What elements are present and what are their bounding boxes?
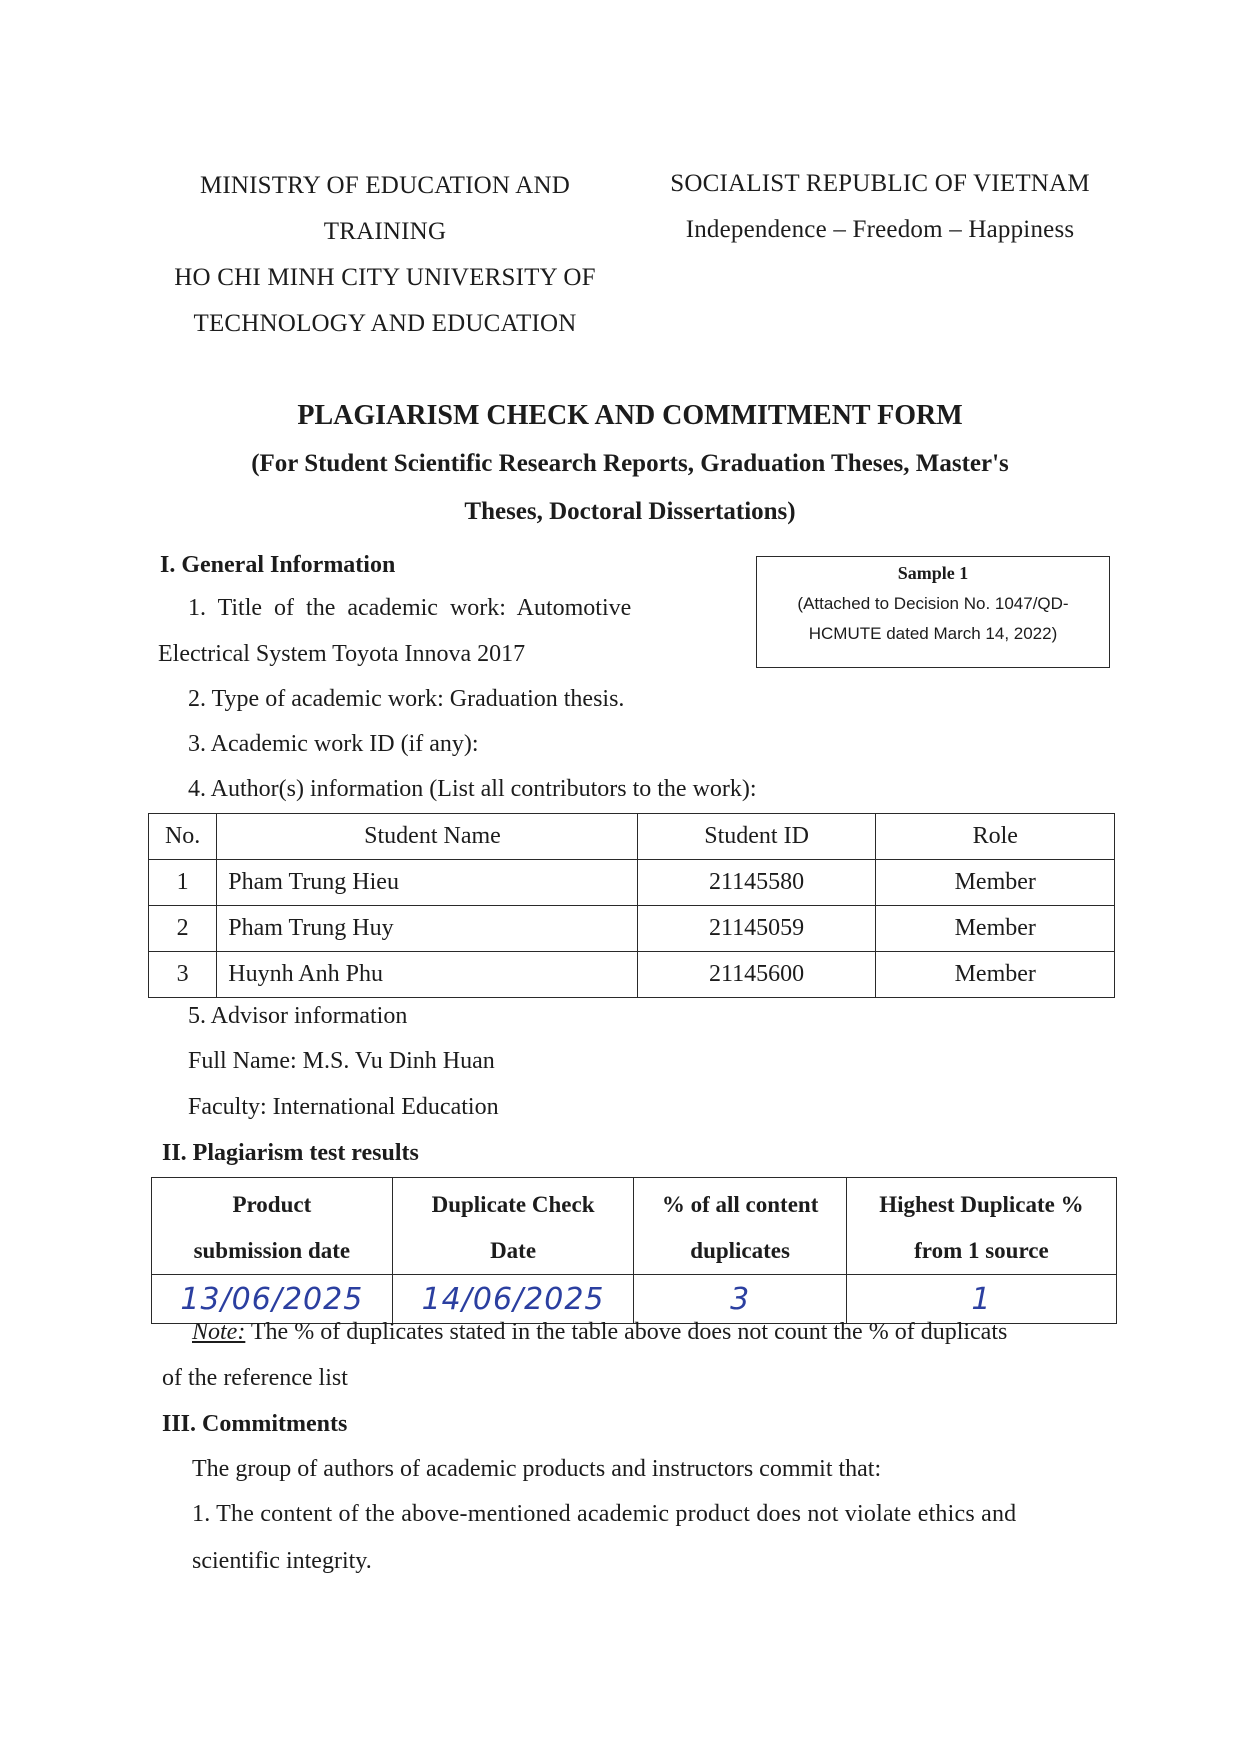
authors-intro: 4. Author(s) information (List all contributors to the work): bbox=[188, 776, 757, 802]
row-no: 1 bbox=[149, 860, 217, 906]
header-submission-date-line-1: Product bbox=[232, 1192, 312, 1217]
advisor-full-name: Full Name: M.S. Vu Dinh Huan bbox=[188, 1048, 495, 1074]
row-student-id: 21145580 bbox=[637, 860, 876, 906]
header-no: No. bbox=[149, 814, 217, 860]
form-subtitle-line-2: Theses, Doctoral Dissertations) bbox=[464, 498, 796, 525]
ministry-line-2: TRAINING bbox=[323, 218, 447, 245]
header-check-date-line-2: Date bbox=[490, 1238, 537, 1263]
note bbox=[192, 1319, 1007, 1346]
authors-table bbox=[148, 813, 1115, 998]
sample-box-line-1: (Attached to Decision No. 1047/QD- bbox=[797, 594, 1069, 613]
highest-pct-value: 1 bbox=[846, 1275, 1116, 1324]
header-submission-date bbox=[152, 1178, 393, 1275]
section-general-heading: I. General Information bbox=[160, 552, 396, 578]
header-all-content-line-2: duplicates bbox=[690, 1238, 790, 1263]
header-student-id: Student ID bbox=[637, 814, 876, 860]
sample-box-line-2: HCMUTE dated March 14, 2022) bbox=[808, 624, 1058, 643]
header-check-date bbox=[392, 1178, 634, 1275]
submission-date-value: 13/06/2025 bbox=[152, 1275, 393, 1324]
national-motto: Independence – Freedom – Happiness bbox=[685, 216, 1075, 243]
work-title-line-2: Electrical System Toyota Innova 2017 bbox=[158, 641, 526, 667]
all-content-pct-value: 3 bbox=[634, 1275, 846, 1324]
table-row bbox=[149, 906, 1115, 952]
authors-table-header bbox=[149, 814, 1115, 860]
form-subtitle-line-1: (For Student Scientific Research Reports, Graduation Theses, Master's bbox=[251, 450, 1009, 477]
row-role: Member bbox=[876, 952, 1115, 998]
sample-box-title: Sample 1 bbox=[897, 563, 969, 583]
header-highest-duplicate bbox=[846, 1178, 1116, 1275]
plagiarism-results-table bbox=[151, 1177, 1117, 1324]
row-student-id: 21145600 bbox=[637, 952, 876, 998]
row-student-name: Huynh Anh Phu bbox=[217, 952, 637, 998]
header-all-content bbox=[634, 1178, 846, 1275]
row-student-name: Pham Trung Huy bbox=[217, 906, 637, 952]
note-text-line-2: of the reference list bbox=[162, 1365, 348, 1391]
row-role: Member bbox=[876, 906, 1115, 952]
header-highest-duplicate-line-2: from 1 source bbox=[914, 1238, 1049, 1263]
commitment-item-1-line-1: 1. The content of the above-mentioned academic product does not violate ethics and bbox=[192, 1501, 1017, 1527]
header-check-date-line-1: Duplicate Check bbox=[431, 1192, 595, 1217]
row-no: 2 bbox=[149, 906, 217, 952]
check-date-value: 14/06/2025 bbox=[392, 1275, 634, 1324]
commitments-intro: The group of authors of academic products and instructors commit that: bbox=[192, 1456, 882, 1482]
header-all-content-line-1: % of all content bbox=[661, 1192, 819, 1217]
row-student-id: 21145059 bbox=[637, 906, 876, 952]
republic-name: SOCIALIST REPUBLIC OF VIETNAM bbox=[670, 170, 1090, 197]
results-table-header bbox=[152, 1178, 1117, 1275]
row-student-name: Pham Trung Hieu bbox=[217, 860, 637, 906]
university-line-1: HO CHI MINH CITY UNIVERSITY OF bbox=[174, 264, 596, 291]
header-highest-duplicate-line-1: Highest Duplicate % bbox=[879, 1192, 1084, 1217]
ministry-line-1: MINISTRY OF EDUCATION AND bbox=[199, 172, 571, 199]
table-row bbox=[152, 1275, 1117, 1324]
work-type: 2. Type of academic work: Graduation thesis. bbox=[188, 686, 625, 712]
header-student-name: Student Name bbox=[217, 814, 637, 860]
table-row bbox=[149, 860, 1115, 906]
advisor-faculty: Faculty: International Education bbox=[188, 1094, 499, 1120]
work-id: 3. Academic work ID (if any): bbox=[188, 731, 479, 757]
row-no: 3 bbox=[149, 952, 217, 998]
section-commitments-heading: III. Commitments bbox=[162, 1411, 348, 1437]
row-role: Member bbox=[876, 860, 1115, 906]
advisor-heading: 5. Advisor information bbox=[188, 1003, 408, 1029]
university-line-2: TECHNOLOGY AND EDUCATION bbox=[193, 310, 577, 337]
note-label: Note: bbox=[192, 1319, 246, 1345]
note-text: The % of duplicates stated in the table above does not count the % of duplicats bbox=[245, 1319, 1008, 1345]
table-row bbox=[149, 952, 1115, 998]
section-plagiarism-heading: II. Plagiarism test results bbox=[162, 1140, 419, 1166]
form-title: PLAGIARISM CHECK AND COMMITMENT FORM bbox=[297, 400, 963, 431]
sample-box bbox=[756, 556, 1110, 668]
commitment-item-1-line-2: scientific integrity. bbox=[192, 1548, 372, 1574]
work-title-line-1: 1. Title of the academic work: Automotive bbox=[188, 595, 632, 621]
header-role: Role bbox=[876, 814, 1115, 860]
header-submission-date-line-2: submission date bbox=[193, 1238, 351, 1263]
